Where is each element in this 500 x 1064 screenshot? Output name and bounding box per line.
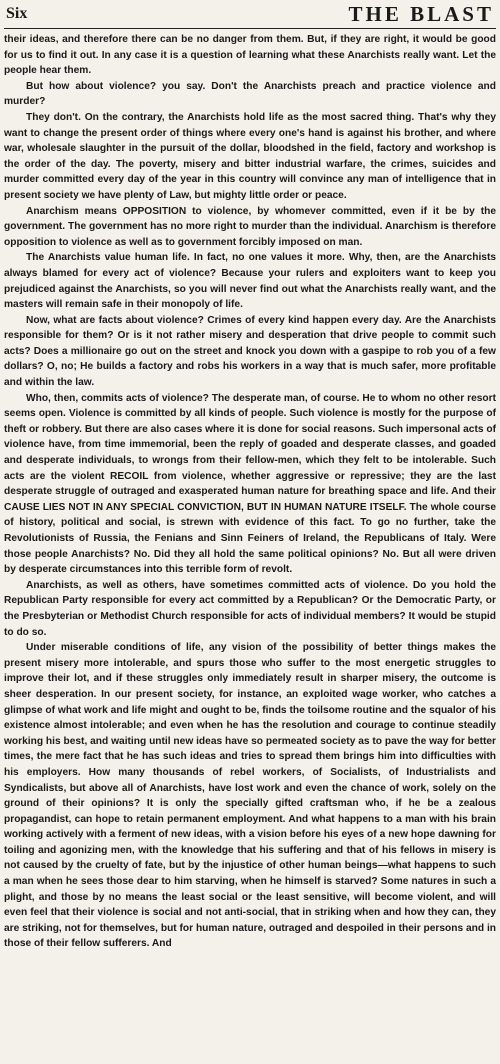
paragraph: But how about violence? you say. Don't the Anarchists preach and practice violence and murder? — [4, 80, 496, 108]
page-header — [4, 2, 496, 29]
paragraph: Anarchism means OPPOSITION to violence, by whomever committed, even if it be by the government. The government has no more right to murder than the individual. Anarchism is therefore opposition to violence as well as to government forcibly imposed on man. — [4, 205, 496, 248]
paragraph: The Anarchists value human life. In fact, no one values it more. Why, then, are the Anarchists always blamed for every act of violence? Because your rulers and exploiters want to keep you prejudiced against the Anarchists, so you will never find out what the Anarchists really want, and the masters will remain safe in their monopoly of life. — [4, 252, 496, 311]
paragraph: Under miserable conditions of life, any vision of the possibility of better things makes the present misery more intolerable, and spurs those who suffer to the most energetic struggles to improve their lot, and if these struggles only immediately result in sharper misery, the outcome is sheer desperation. In our present society, for instance, an exploited wage worker, who catches a glimpse of what work and life might and ought to be, finds the toilsome routine and the squalor of his existence almost intolerable; and even when he has the resolution and courage to continue steadily working his best, and waiting until new ideas have so permeated society as to pave the way for better times, the mere fact that he has such ideas and tries to spread them brings him into difficulties with his employers. How many thousands of rebel workers, of Socialists, of Industrialists and Syndicalists, but above all of Anarchists, have lost work and even the chance of work, solely on the ground of their opinions? It is only the specially gifted craftsman who, if he be a zealous propagandist, can hope to retain permanent employment. And what happens to a man with his brain working actively with a ferment of new ideas, with a vision before his eyes of a new hope dawning for toiling and agonizing men, with the knowledge that his suffering and that of his fellows in misery is not caused by the cruelty of fate, but by the injustice of other human beings—what happens to such a man when he sees those dear to him starving, when he himself is starved? Some natures in such a plight, and those by no means the least social or the least sensitive, will become violent, and will even feel that their violence is social and not anti-social, that in striking when and how they can, they are striking, not for themselves, but for human nature, outraged and despoiled in their persons and in those of their fellow sufferers. And — [4, 642, 496, 950]
paragraph: Now, what are facts about violence? Crimes of every kind happen every day. Are the Anarchists responsible for them? Or is it not rather misery and desperation that drive people to commit such acts? Does a millionaire go out on the street and knock you down with a gaspipe to rob you of a few dollars? O, no; He builds a factory and robs his workers in a way that is much safer, more profitable and within the law. — [4, 314, 496, 389]
paragraph: Who, then, commits acts of violence? The desperate man, of course. He to whom no other resort seems open. Violence is committed by all kinds of people. Such violence is mostly for the purpose of theft or robbery. But there are also cases where it is done for social reasons. Such impersonal acts of violence have, from time immemorial, been the reply of goaded and desperate classes, and goaded and desperate individuals, to wrongs from their fellow-men, which they felt to be intolerable. Such acts are the violent RECOIL from violence, whether aggressive or repressive; they are the last desperate struggle of outraged and exasperated human nature for breathing space and life. And their CAUSE LIES NOT IN ANY SPECIAL CONVICTION, BUT IN HUMAN NATURE ITSELF. The whole course of history, political and social, is strewn with evidence of this fact. To go no further, take the Revolutionists of Russia, the Fenians and Sinn Feiners of Ireland, the Republicans of Italy. Were those people Anarchists? No. Did they all hold the same political opinions? No. But all were driven by desperate circumstances into this terrible form of revolt. — [4, 392, 496, 576]
paragraph: Anarchists, as well as others, have sometimes committed acts of violence. Do you hold the Republican Party responsible for every act committed by a Republican? Or the Democratic Party, or the Presbyterian or Methodist Church responsible for acts of individual members? It would be stupid to do so. — [4, 579, 496, 638]
page-number: Six — [6, 5, 28, 22]
article-body — [4, 32, 496, 952]
paragraph: their ideas, and therefore there can be no danger from them. But, if they are right, it would be good for us to find it out. In any case it is a question of learning what these Anarchists really want. Let the people hear them. — [4, 34, 496, 77]
paragraph: They don't. On the contrary, the Anarchists hold life as the most sacred thing. That's why they want to change the present order of things where every one's hand is against his brother, and where war, wholesale slaughter in the pursuit of the dollar, bloodshed in the field, factory and workshop is the order of the day. The poverty, misery and bitter industrial warfare, the crimes, suicides and murder committed every day of the year in this country will convince any man of intelligence that in present society we have plenty of Law, but mighty little order or peace. — [4, 111, 496, 201]
masthead-title: THE BLAST — [348, 2, 494, 26]
